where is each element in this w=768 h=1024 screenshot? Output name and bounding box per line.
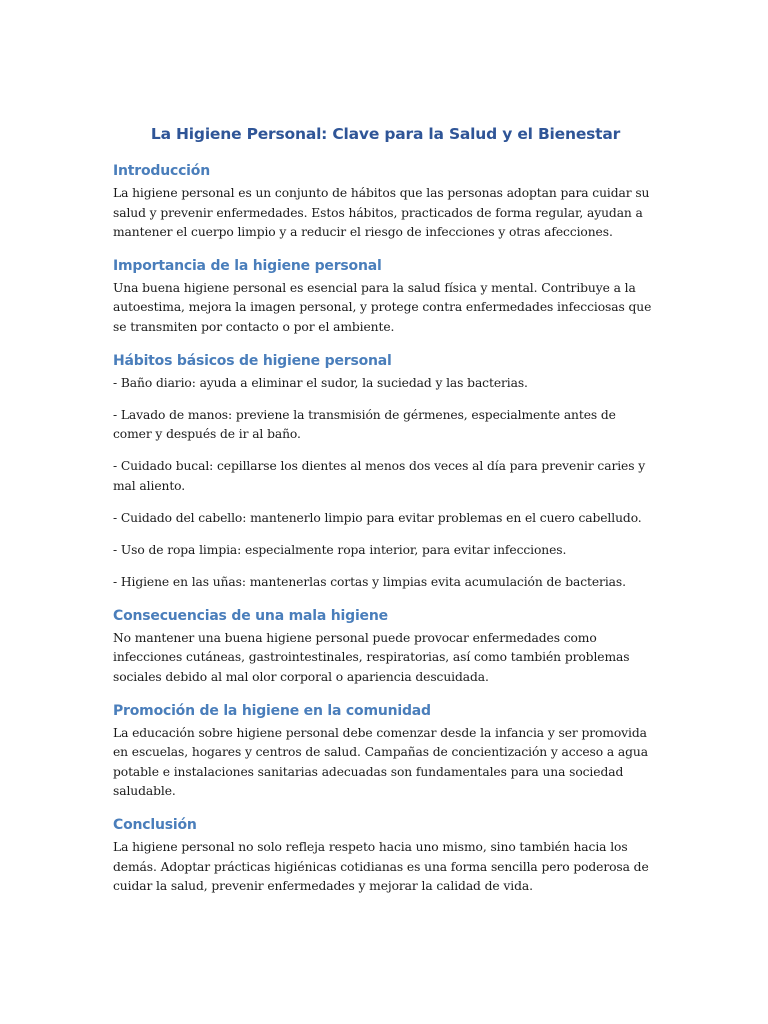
section-paragraph: La higiene personal es un conjunto de hábitos que las personas adoptan para cuidar su salud y prevenir enfermedades. Estos hábitos, practicados de forma regular, ayudan a mantener el cuerpo limpio y a reducir el riesgo de infecciones y otras afecciones. [113, 186, 650, 240]
list-item: - Baño diario: ayuda a eliminar el sudor, la suciedad y las bacterias. [113, 375, 528, 390]
section-heading: Conclusión [113, 816, 197, 833]
section-heading: Hábitos básicos de higiene personal [113, 352, 392, 369]
section-importancia [113, 256, 658, 338]
section-paragraph: La educación sobre higiene personal debe comenzar desde la infancia y ser promovida en escuelas, hogares y centros de salud. Campañas de concientización y acceso a agua potable e instalaciones sanitarias adecuadas son fundamentales para una sociedad saludable. [113, 725, 648, 799]
section-consecuencias [113, 606, 658, 688]
section-paragraph: La higiene personal no solo refleja respeto hacia uno mismo, sino también hacia los demás. Adoptar prácticas higiénicas cotidianas es una forma sencilla pero poderosa de cuidar la salud, prevenir enfermedades y mejorar la calidad de vida. [113, 839, 649, 894]
section-habitos [113, 351, 658, 593]
list-item: - Cuidado bucal: cepillarse los dientes al menos dos veces al día para prevenir caries y mal aliento. [113, 459, 646, 493]
section-heading: Consecuencias de una mala higiene [113, 607, 388, 624]
document-page [113, 122, 658, 910]
section-promocion [113, 701, 658, 802]
section-conclusion [113, 815, 658, 897]
section-introduccion [113, 161, 658, 243]
list-item: - Cuidado del cabello: mantenerlo limpio para evitar problemas en el cuero cabelludo. [113, 511, 642, 526]
list-item: - Uso de ropa limpia: especialmente ropa interior, para evitar infecciones. [113, 543, 567, 558]
section-paragraph: Una buena higiene personal es esencial para la salud física y mental. Contribuye a la autoestima, mejora la imagen personal, y protege contra enfermedades infecciosas que se transmiten por contacto o por el ambiente. [113, 280, 652, 334]
section-heading: Importancia de la higiene personal [113, 257, 382, 274]
list-item: - Higiene en las uñas: mantenerlas cortas y limpias evita acumulación de bacterias. [113, 575, 626, 590]
list-item: - Lavado de manos: previene la transmisión de gérmenes, especialmente antes de comer y después de ir al baño. [113, 407, 616, 442]
document-title: La Higiene Personal: Clave para la Salud y el Bienestar [150, 125, 621, 143]
section-heading: Introducción [113, 163, 210, 179]
section-paragraph: No mantener una buena higiene personal puede provocar enfermedades como infecciones cutáneas, gastrointestinales, respiratorias, así como también problemas sociales debido al mal olor corporal o apariencia descuidada. [113, 630, 630, 684]
section-heading: Promoción de la higiene en la comunidad [113, 702, 431, 719]
